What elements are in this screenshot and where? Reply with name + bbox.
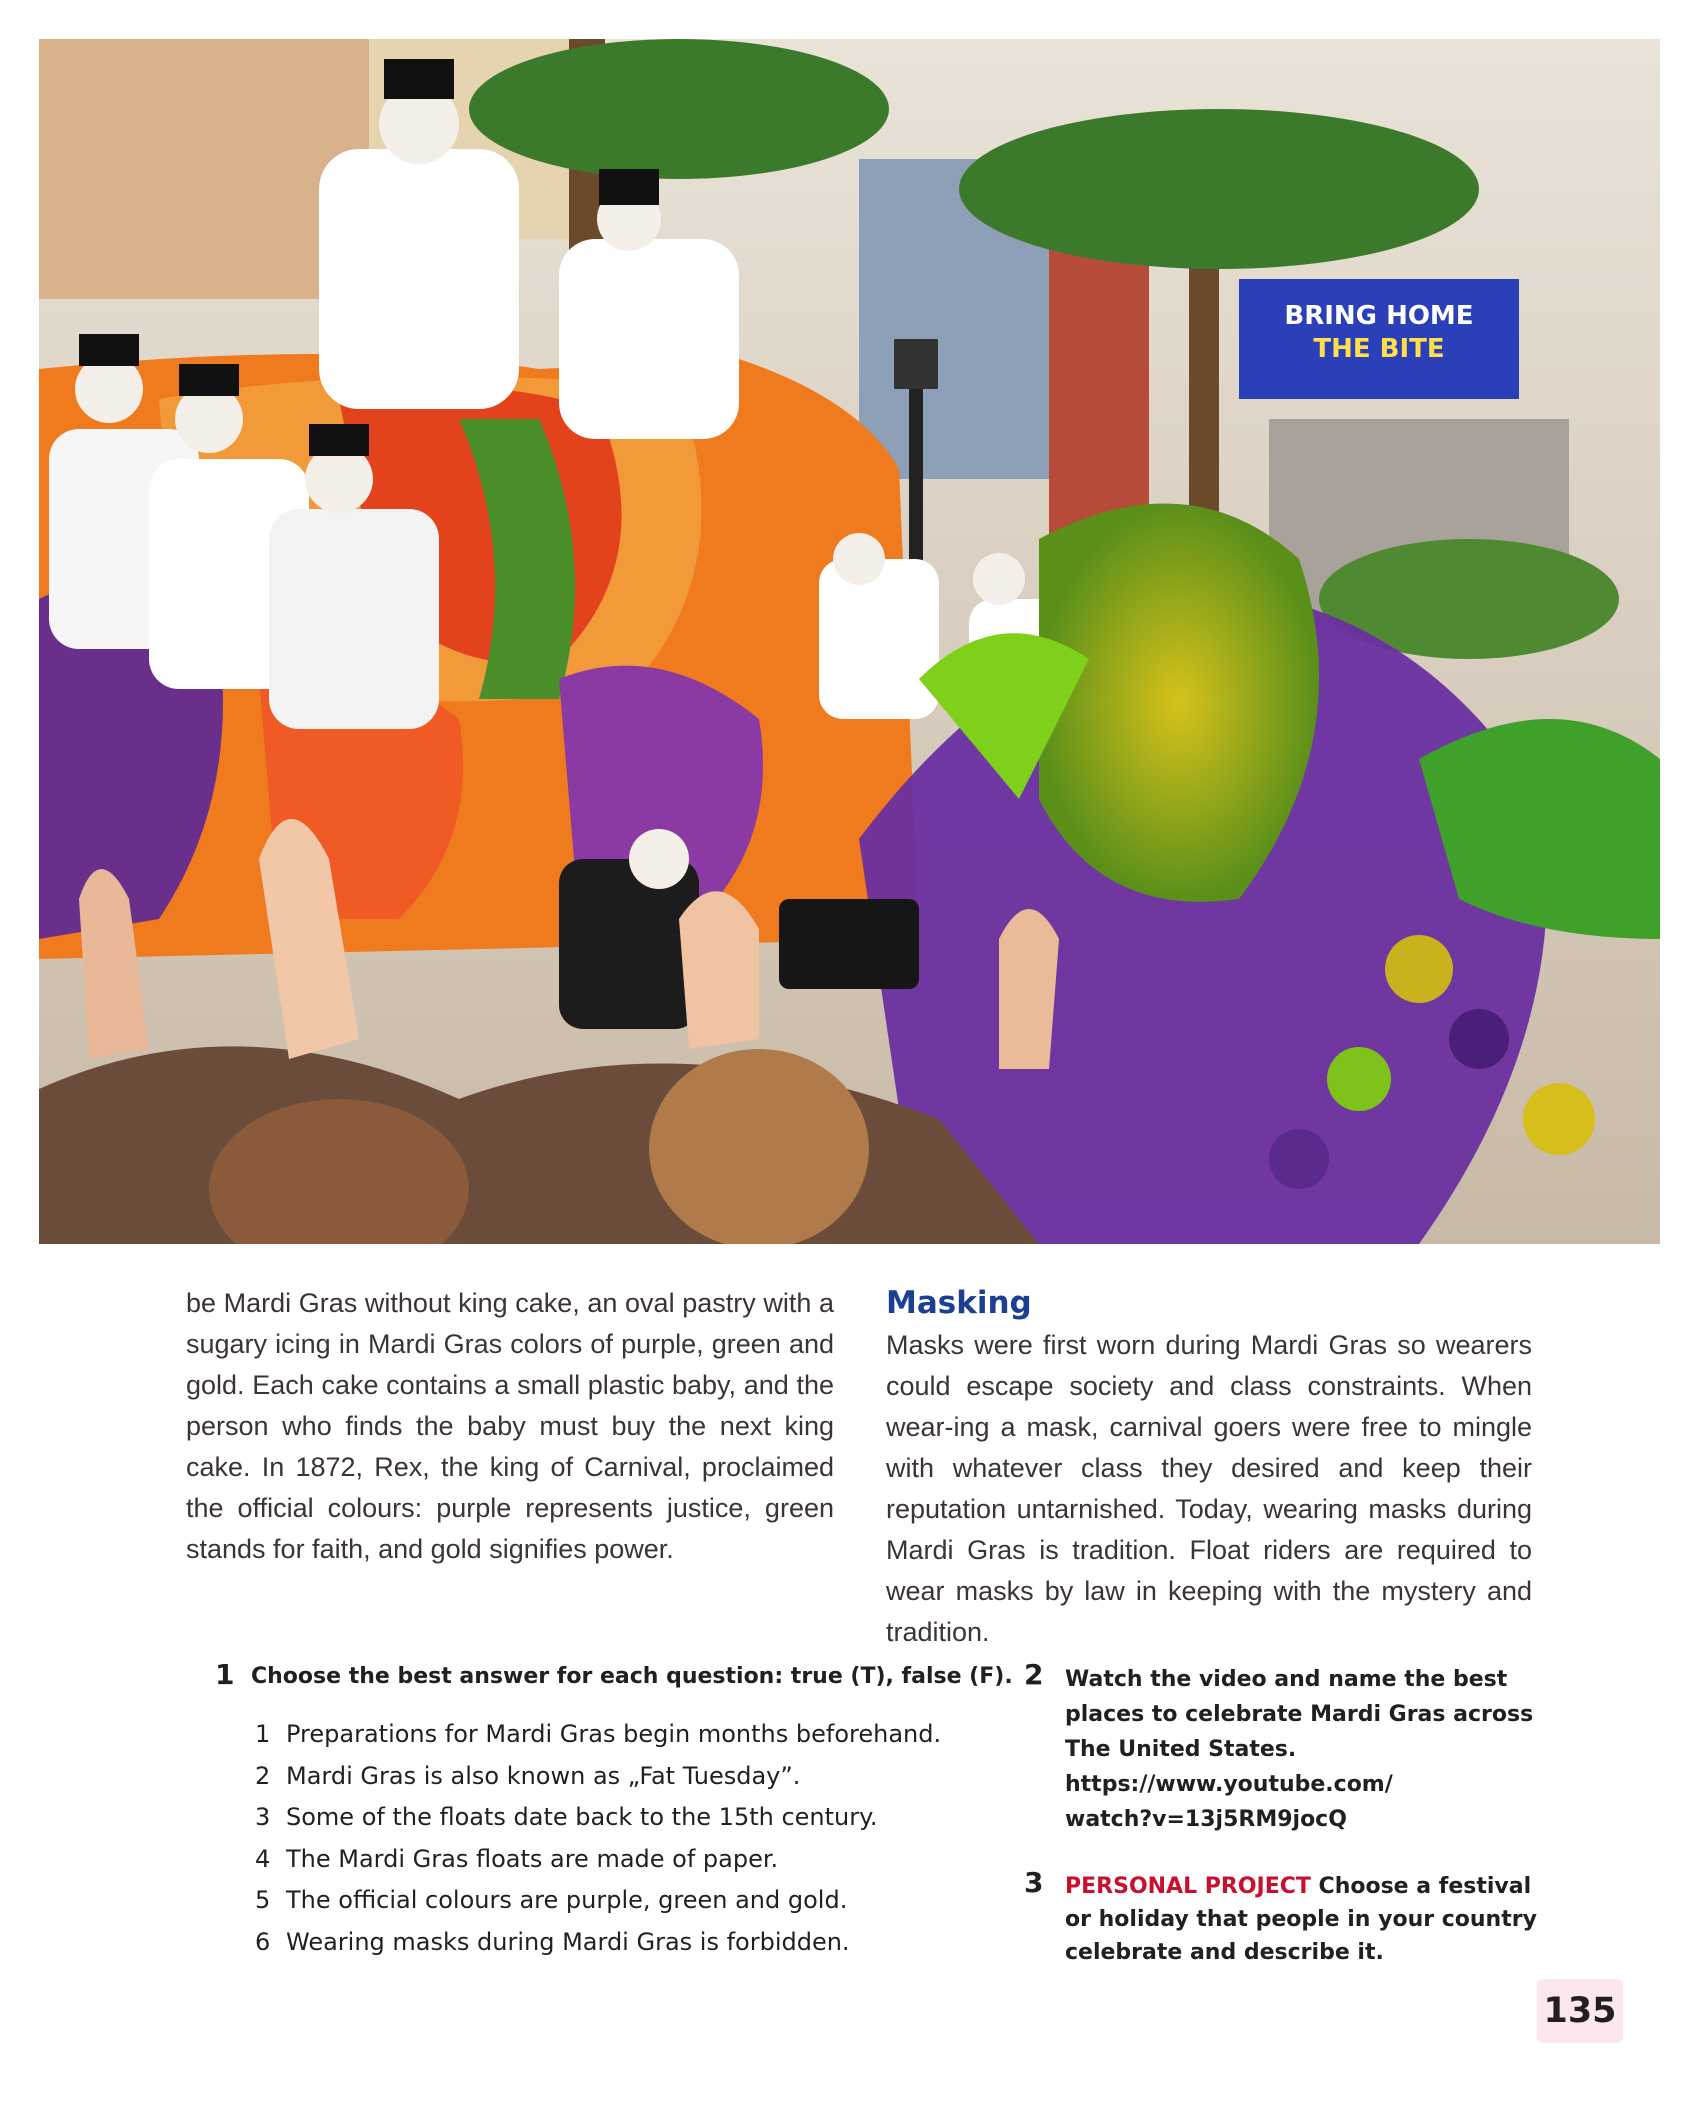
phone-camera	[779, 899, 919, 989]
king-cake-paragraph: be Mardi Gras without king cake, an oval pastry with a sugary icing in Mardi Gras colors of purple, green and gold. Each cake contains a small plastic baby, and the person who finds the baby must buy the next king cake. In 1872, Rex, the king of Carnival, proclaimed the official colours: purple represents justice, green stands for faith, and gold signifies power.	[186, 1288, 834, 1564]
list-item: 1 Preparations for Mardi Gras begin months beforehand.	[255, 1720, 942, 1748]
list-item: 5 The official colours are purple, green and gold.	[255, 1886, 848, 1914]
billboard-line1: BRING HOME	[1284, 301, 1474, 331]
exercise-3-instruction: PERSONAL PROJECT Choose a festival or holiday that people in your country celebrate and describe it.	[1065, 1874, 1537, 1965]
exercise-1-instruction: Choose the best answer for each question: true (T), false (F).	[251, 1664, 1013, 1689]
video-link[interactable]: https://www.youtube.com/ watch?v=13j5RM9jocQ	[1065, 1772, 1393, 1832]
list-item: 2 Mardi Gras is also known as „Fat Tuesday”.	[255, 1761, 801, 1790]
masking-paragraph: Masks were first worn during Mardi Gras so wearers could escape society and class constraints. When wear-ing a mask, carnival goers were free to mingle with whatever class they desired and keep their reputation untarnished. Today, wearing masks during Mardi Gras is tradition. Float riders are required to wear masks by law in keeping with the mystery and tradition.	[886, 1330, 1532, 1647]
masking-heading: Masking	[886, 1285, 1032, 1321]
left-text-column	[186, 1283, 834, 1570]
billboard-line2: THE BITE	[1313, 334, 1445, 364]
personal-project-label: PERSONAL PROJECT	[1065, 1874, 1311, 1899]
exercise-3-number: 3	[1024, 1866, 1044, 1899]
list-item: 3 Some of the floats date back to the 15th century.	[255, 1803, 878, 1831]
list-item: 4 The Mardi Gras floats are made of paper.	[255, 1844, 779, 1873]
exercise-2-instruction: Watch the video and name the best places to celebrate Mardi Gras across The United States. https://www.youtube.com/ watch?v=13j5RM9jocQ	[1065, 1662, 1584, 1837]
parade-illustration	[39, 39, 1660, 1244]
exercise-2	[1024, 1658, 1584, 1837]
exercise-2-number: 2	[1024, 1658, 1044, 1691]
list-item: 6 Wearing masks during Mardi Gras is forbidden.	[255, 1927, 850, 1956]
exercise-3	[1024, 1866, 1584, 1969]
exercise-1-number: 1	[215, 1658, 235, 1691]
exercise-1	[215, 1658, 1015, 1963]
right-text-column	[886, 1283, 1532, 1653]
true-false-list	[255, 1714, 1015, 1963]
page-number: 135	[1537, 1979, 1623, 2043]
mardi-gras-parade-photo	[39, 39, 1660, 1244]
